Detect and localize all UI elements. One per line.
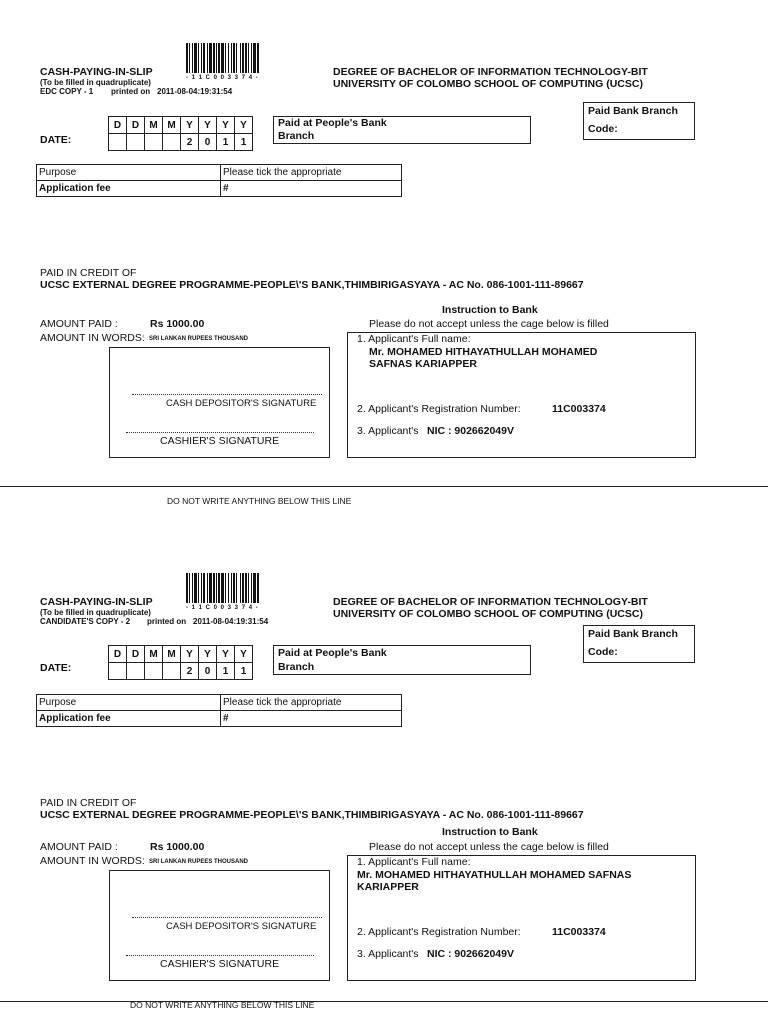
- cut-line: [0, 1001, 768, 1002]
- barcode-bar: [203, 573, 205, 603]
- date-value-cell: 0: [199, 663, 217, 680]
- copy-label: CANDIDATE'S COPY - 2: [40, 617, 131, 626]
- date-value-cell: 2: [181, 134, 199, 151]
- date-value-cell: [163, 663, 181, 680]
- barcode-bar: [194, 43, 197, 73]
- printed-label: printed on: [111, 87, 151, 96]
- paid-at-box: [273, 645, 531, 675]
- barcode-bar: [242, 573, 244, 603]
- footer-note: DO NOT WRITE ANYTHING BELOW THIS LINE: [130, 1000, 315, 1010]
- barcode-bar: [218, 43, 220, 73]
- date-value-cell: 1: [217, 663, 235, 680]
- barcode-bar: [240, 43, 241, 73]
- barcode-text: - 1 1 C 0 0 3 3 7 4 -: [186, 605, 259, 611]
- barcode-bar: [213, 573, 215, 603]
- barcode-bar: [189, 573, 190, 603]
- barcode-bar: [201, 573, 202, 603]
- barcode-image: [186, 573, 296, 607]
- barcode-text: - 1 1 C 0 0 3 3 7 4 -: [186, 75, 259, 81]
- depositor-signature-label: CASH DEPOSITOR'S SIGNATURE: [166, 921, 317, 932]
- barcode-bar: [213, 43, 215, 73]
- barcode-bar: [253, 573, 256, 603]
- code-label: Code:: [588, 646, 618, 658]
- date-value-cell: [127, 134, 145, 151]
- barcode-bar: [216, 573, 217, 603]
- amount-paid-label: AMOUNT PAID :: [40, 841, 118, 853]
- date-grid: [108, 116, 253, 151]
- nic-value: NIC : 902662049V: [427, 948, 514, 960]
- paid-at-line2: Branch: [278, 661, 315, 673]
- date-label: DATE:: [40, 662, 72, 674]
- date-value-cell: [109, 134, 127, 151]
- date-header-cell: Y: [199, 117, 217, 134]
- printed-value: 2011-08-04:19:31:54: [157, 87, 233, 96]
- date-value-cell: [163, 134, 181, 151]
- date-header-cell: Y: [199, 646, 217, 663]
- printed-value: 2011-08-04:19:31:54: [193, 617, 269, 626]
- registration-value: 11C003374: [552, 403, 606, 415]
- barcode-bar: [198, 573, 199, 603]
- paid-at-box: [273, 116, 531, 144]
- date-header-cell: D: [109, 117, 127, 134]
- barcode-bar: [203, 43, 205, 73]
- cashier-signature-label: CASHIER'S SIGNATURE: [160, 958, 280, 970]
- barcode-bar: [209, 573, 212, 603]
- tick-header: Please tick the appropriate: [221, 165, 402, 181]
- cut-line: [0, 486, 768, 487]
- date-header-cell: Y: [235, 646, 253, 663]
- depositor-signature-line: [132, 917, 322, 918]
- date-header-cell: D: [127, 117, 145, 134]
- credit-account: UCSC EXTERNAL DEGREE PROGRAMME-PEOPLE\'S BANK,THIMBIRIGASYAYA - AC No. 086-1001-111-89667: [40, 279, 584, 291]
- tick-header: Please tick the appropriate: [221, 695, 402, 711]
- barcode-bar: [218, 573, 220, 603]
- full-name-label: 1. Applicant's Full name:: [357, 856, 471, 868]
- barcode-bar: [192, 43, 193, 73]
- registration-label: 2. Applicant's Registration Number:: [357, 403, 521, 415]
- registration-value: 11C003374: [552, 926, 606, 938]
- barcode-bar: [251, 43, 252, 73]
- purpose-mark: #: [221, 711, 402, 727]
- bank-branch-box: [583, 102, 695, 140]
- degree-title: DEGREE OF BACHELOR OF INFORMATION TECHNOLOGY-BIT: [333, 66, 648, 78]
- full-name-line2: KARIAPPER: [357, 881, 419, 893]
- purpose-header: Purpose: [37, 165, 221, 181]
- barcode-bar: [245, 573, 247, 603]
- date-header-cell: M: [163, 117, 181, 134]
- registration-label: 2. Applicant's Registration Number:: [357, 926, 521, 938]
- cashier-signature-line: [126, 955, 314, 956]
- barcode-bar: [225, 573, 226, 603]
- fill-note: (To be filled in quadruplicate): [40, 78, 151, 87]
- barcode-bar: [221, 43, 224, 73]
- purpose-header: Purpose: [37, 695, 221, 711]
- paid-in-credit-label: PAID IN CREDIT OF: [40, 267, 137, 279]
- purpose-item: Application fee: [37, 181, 221, 197]
- date-header-cell: M: [163, 646, 181, 663]
- purpose-table: [36, 694, 402, 727]
- barcode-bar: [189, 43, 190, 73]
- instruction-title: Instruction to Bank: [442, 304, 538, 316]
- barcode-bar: [225, 43, 226, 73]
- date-value-cell: 0: [199, 134, 217, 151]
- date-value-cell: 1: [217, 134, 235, 151]
- amount-words-label: AMOUNT IN WORDS:: [40, 332, 145, 344]
- amount-words-value: SRI LANKAN RUPEES THOUSAND: [149, 859, 249, 865]
- full-name-line1: Mr. MOHAMED HITHAYATHULLAH MOHAMED SAFNAS: [357, 869, 632, 881]
- date-header-cell: D: [127, 646, 145, 663]
- barcode-bar: [233, 573, 235, 603]
- barcode-bar: [216, 43, 217, 73]
- bank-branch-label: Paid Bank Branch: [588, 105, 678, 117]
- barcode-bar: [231, 43, 232, 73]
- amount-words-value: SRI LANKAN RUPEES THOUSAND: [149, 336, 249, 342]
- date-value-cell: [145, 663, 163, 680]
- barcode-bar: [228, 573, 229, 603]
- barcode-bar: [253, 43, 256, 73]
- date-grid: [108, 645, 253, 680]
- printed-label: printed on: [147, 617, 187, 626]
- date-value-cell: 1: [235, 134, 253, 151]
- paid-in-credit-label: PAID IN CREDIT OF: [40, 797, 137, 809]
- full-name-line1: Mr. MOHAMED HITHAYATHULLAH MOHAMED: [369, 346, 598, 358]
- barcode-bar: [194, 573, 197, 603]
- barcode-bar: [186, 43, 188, 73]
- cashier-signature-label: CASHIER'S SIGNATURE: [160, 435, 280, 447]
- bank-branch-label: Paid Bank Branch: [588, 628, 678, 640]
- barcode-bar: [248, 43, 249, 73]
- barcode-bar: [201, 43, 202, 73]
- bank-branch-box: [583, 625, 695, 663]
- slip-edc-copy: [0, 0, 768, 506]
- date-header-cell: Y: [235, 117, 253, 134]
- credit-account: UCSC EXTERNAL DEGREE PROGRAMME-PEOPLE\'S BANK,THIMBIRIGASYAYA - AC No. 086-1001-111-89667: [40, 809, 584, 821]
- amount-paid-label: AMOUNT PAID :: [40, 318, 118, 330]
- nic-value: NIC : 902662049V: [427, 425, 514, 437]
- date-label: DATE:: [40, 134, 72, 146]
- date-header-cell: Y: [181, 646, 199, 663]
- slip-title: CASH-PAYING-IN-SLIP: [40, 596, 153, 608]
- code-label: Code:: [588, 123, 618, 135]
- barcode-bar: [233, 43, 235, 73]
- date-value-cell: [109, 663, 127, 680]
- barcode-bar: [245, 43, 247, 73]
- date-value-cell: 2: [181, 663, 199, 680]
- date-header-cell: M: [145, 646, 163, 663]
- barcode-bar: [257, 573, 259, 603]
- date-value-cell: [127, 663, 145, 680]
- date-header-cell: D: [109, 646, 127, 663]
- degree-title: DEGREE OF BACHELOR OF INFORMATION TECHNOLOGY-BIT: [333, 596, 648, 608]
- amount-paid-value: Rs 1000.00: [150, 318, 205, 330]
- full-name-line2: SAFNAS KARIAPPER: [369, 358, 477, 370]
- instruction-title: Instruction to Bank: [442, 826, 538, 838]
- date-value-cell: [145, 134, 163, 151]
- barcode-bar: [207, 573, 208, 603]
- signature-box: [109, 870, 330, 981]
- footer-note: DO NOT WRITE ANYTHING BELOW THIS LINE: [167, 496, 352, 506]
- paid-at-line1: Paid at People's Bank: [278, 647, 387, 659]
- date-header-cell: Y: [217, 117, 235, 134]
- barcode-bar: [198, 43, 199, 73]
- university-name: UNIVERSITY OF COLOMBO SCHOOL OF COMPUTING (UCSC): [333, 78, 643, 90]
- nic-label: 3. Applicant's: [357, 948, 419, 960]
- barcode-bar: [257, 43, 259, 73]
- purpose-mark: #: [221, 181, 402, 197]
- slip-candidate-copy: [0, 523, 768, 1023]
- signature-box: [109, 347, 330, 458]
- date-header-cell: M: [145, 117, 163, 134]
- barcode-bar: [207, 43, 208, 73]
- date-value-cell: 1: [235, 663, 253, 680]
- barcode-bar: [236, 43, 237, 73]
- barcode-bar: [251, 573, 252, 603]
- date-header-cell: Y: [181, 117, 199, 134]
- purpose-table: [36, 164, 402, 197]
- barcode-bar: [242, 43, 244, 73]
- fill-note: (To be filled in quadruplicate): [40, 608, 151, 617]
- paid-at-line1: Paid at People's Bank: [278, 117, 387, 129]
- applicant-box: [347, 855, 696, 981]
- barcode-bar: [228, 43, 229, 73]
- university-name: UNIVERSITY OF COLOMBO SCHOOL OF COMPUTING (UCSC): [333, 608, 643, 620]
- amount-paid-value: Rs 1000.00: [150, 841, 205, 853]
- barcode-bar: [231, 573, 232, 603]
- date-header-cell: Y: [217, 646, 235, 663]
- slip-title: CASH-PAYING-IN-SLIP: [40, 66, 153, 78]
- barcode-bar: [186, 573, 188, 603]
- barcode-bar: [240, 573, 241, 603]
- barcode-bar: [221, 573, 224, 603]
- instruction-text: Please do not accept unless the cage below is filled: [369, 841, 609, 853]
- barcode-image: [186, 43, 296, 77]
- depositor-signature-line: [132, 394, 322, 395]
- barcode-bar: [236, 573, 237, 603]
- barcode-bar: [209, 43, 212, 73]
- instruction-text: Please do not accept unless the cage below is filled: [369, 318, 609, 330]
- purpose-item: Application fee: [37, 711, 221, 727]
- nic-label: 3. Applicant's: [357, 425, 419, 437]
- depositor-signature-label: CASH DEPOSITOR'S SIGNATURE: [166, 398, 317, 409]
- paid-at-line2: Branch: [278, 130, 315, 142]
- copy-label: EDC COPY - 1: [40, 87, 94, 96]
- cashier-signature-line: [126, 432, 314, 433]
- barcode-bar: [248, 573, 249, 603]
- amount-words-label: AMOUNT IN WORDS:: [40, 855, 145, 867]
- full-name-label: 1. Applicant's Full name:: [357, 333, 471, 345]
- applicant-box: [347, 332, 696, 458]
- barcode-bar: [192, 573, 193, 603]
